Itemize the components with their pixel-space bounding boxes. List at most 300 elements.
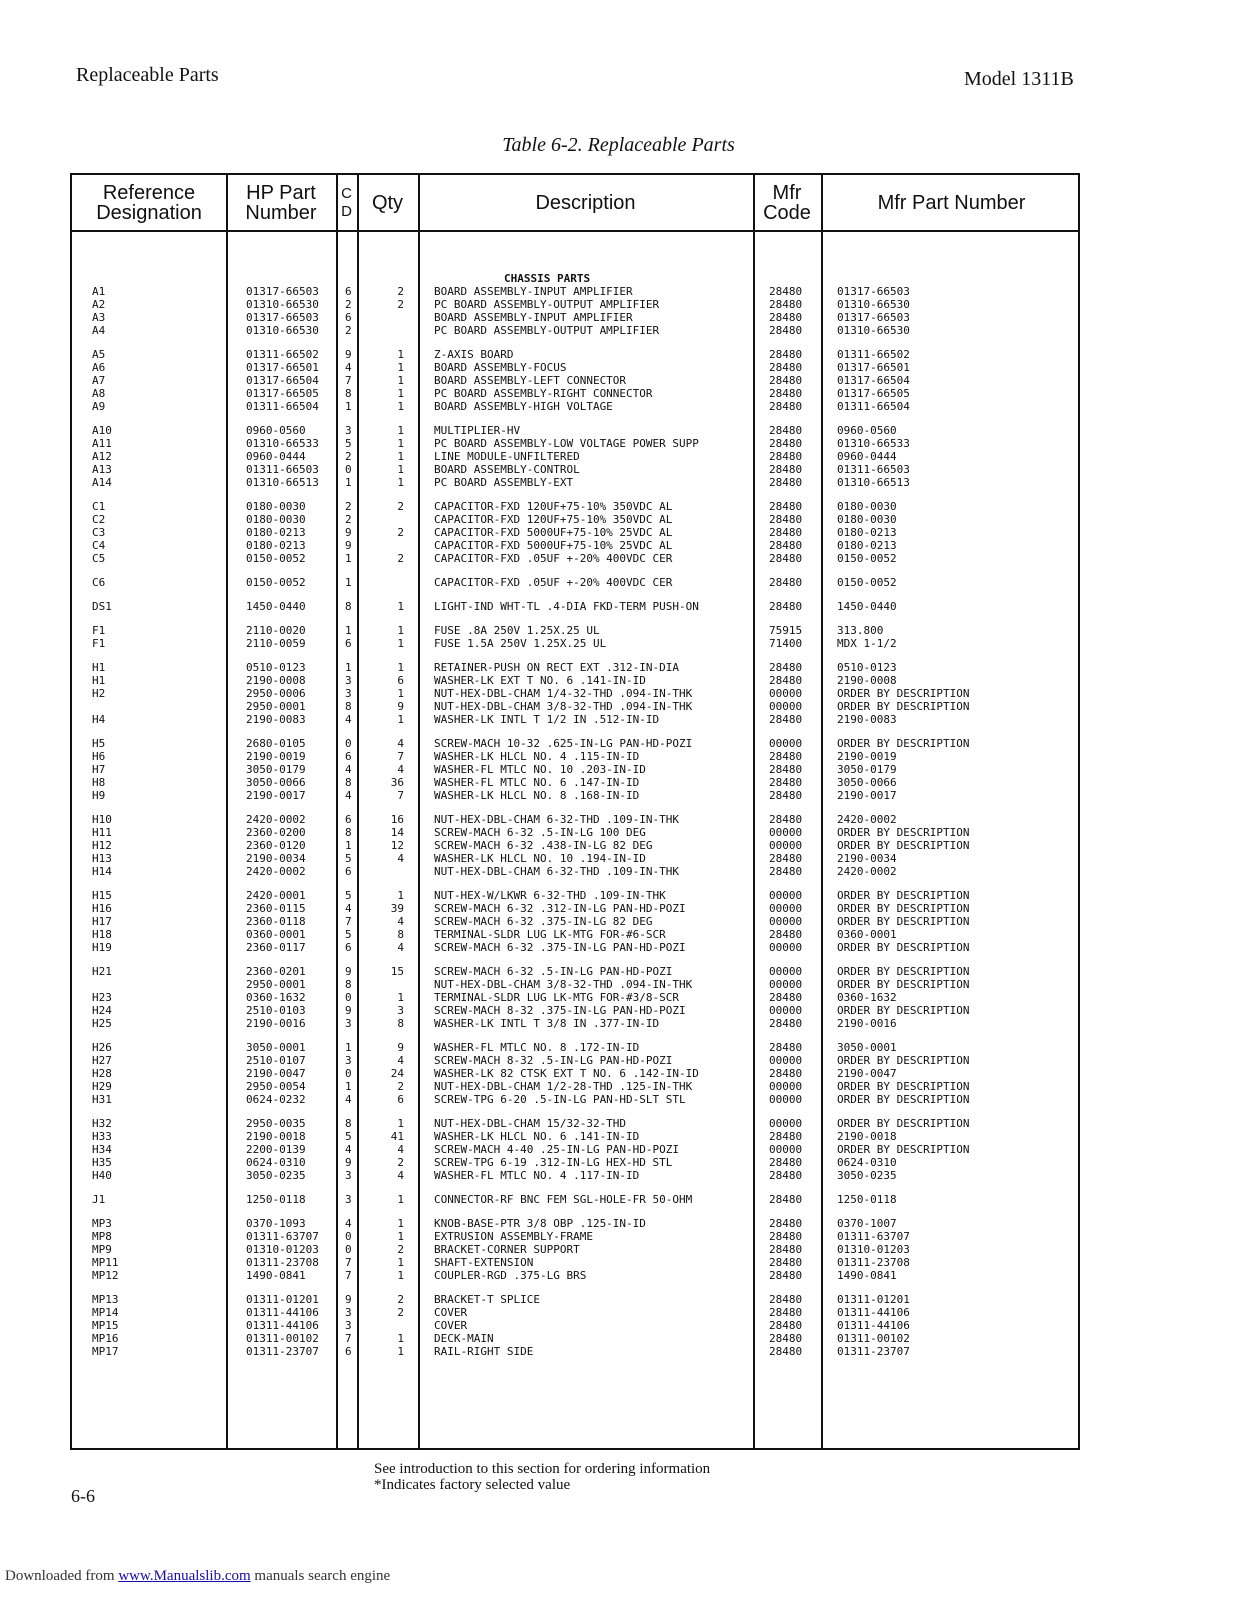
cell-hp-part-number: 2190-0047 [246, 1067, 306, 1080]
cell-cd-digit: 3 [345, 674, 352, 687]
table-row [72, 463, 1078, 476]
cell-mfr-part-number: 01310-01203 [837, 1243, 910, 1256]
cell-hp-part-number: 0360-1632 [246, 991, 306, 1004]
table-row [72, 928, 1078, 941]
cell-ref-designation: MP13 [92, 1293, 119, 1306]
cell-qty: 6 [397, 674, 404, 687]
cell-description: RETAINER-PUSH ON RECT EXT .312-IN-DIA [434, 661, 680, 674]
cell-ref-designation: H4 [92, 713, 106, 726]
table-row [72, 1269, 1078, 1282]
cell-ref-designation: H2 [92, 687, 106, 700]
cell-qty: 9 [397, 700, 404, 713]
running-header-left: Replaceable Parts [76, 64, 219, 86]
cell-cd-digit: 4 [345, 1143, 352, 1156]
cell-ref-designation: C1 [92, 500, 106, 513]
cell-mfr-code: 00000 [769, 1143, 803, 1156]
cell-mfr-code: 28480 [769, 1243, 803, 1256]
cell-mfr-code: 00000 [769, 687, 803, 700]
cell-mfr-code: 28480 [769, 1169, 803, 1182]
cell-description: BRACKET-T SPLICE [434, 1293, 540, 1306]
cell-ref-designation: H33 [92, 1130, 112, 1143]
cell-ref-designation: A13 [92, 463, 112, 476]
cell-hp-part-number: 2360-0117 [246, 941, 306, 954]
cell-mfr-part-number: 2190-0017 [837, 789, 897, 802]
cell-cd-digit: 2 [345, 450, 352, 463]
cell-ref-designation: H23 [92, 991, 112, 1004]
table-row [72, 687, 1078, 700]
cell-mfr-part-number: 0510-0123 [837, 661, 897, 674]
cell-qty: 4 [397, 852, 404, 865]
cell-mfr-code: 71400 [769, 637, 803, 650]
table-row [72, 965, 1078, 978]
cell-mfr-code: 28480 [769, 450, 803, 463]
cell-cd-digit: 1 [345, 1041, 352, 1054]
cell-qty: 1 [397, 463, 404, 476]
table-row [72, 941, 1078, 954]
cell-qty: 1 [397, 1230, 404, 1243]
cell-mfr-part-number: 1490-0841 [837, 1269, 897, 1282]
cell-description: NUT-HEX-DBL-CHAM 3/8-32-THD .094-IN-THK [434, 978, 693, 991]
table-row [72, 1193, 1078, 1206]
cell-mfr-part-number: 2190-0083 [837, 713, 897, 726]
cell-mfr-part-number: 0180-0213 [837, 539, 897, 552]
cell-qty: 2 [397, 526, 404, 539]
cell-cd-digit: 8 [345, 600, 352, 613]
table-row [72, 852, 1078, 865]
cell-description: SCREW-TPG 6-19 .312-IN-LG HEX-HD STL [434, 1156, 673, 1169]
cell-hp-part-number: 2950-0054 [246, 1080, 306, 1093]
table-row [72, 839, 1078, 852]
cell-description: NUT-HEX-DBL-CHAM 3/8-32-THD .094-IN-THK [434, 700, 693, 713]
cell-qty: 1 [397, 661, 404, 674]
cell-cd-digit: 6 [345, 285, 352, 298]
cell-cd-digit: 3 [345, 1017, 352, 1030]
cell-mfr-code: 28480 [769, 476, 803, 489]
cell-mfr-code: 28480 [769, 991, 803, 1004]
cell-qty: 1 [397, 437, 404, 450]
cell-hp-part-number: 2420-0001 [246, 889, 306, 902]
cell-cd-digit: 0 [345, 737, 352, 750]
cell-qty: 2 [397, 1243, 404, 1256]
cell-mfr-code: 00000 [769, 1080, 803, 1093]
cell-mfr-code: 00000 [769, 1004, 803, 1017]
cell-cd-digit: 7 [345, 1332, 352, 1345]
cell-cd-digit: 2 [345, 513, 352, 526]
cell-mfr-code: 28480 [769, 576, 803, 589]
cell-qty: 15 [390, 965, 404, 978]
cell-mfr-code: 28480 [769, 348, 803, 361]
table-row [72, 1243, 1078, 1256]
cell-qty: 1 [397, 889, 404, 902]
cell-mfr-part-number: 01311-66504 [837, 400, 910, 413]
cell-qty: 2 [397, 1293, 404, 1306]
cell-hp-part-number: 2110-0020 [246, 624, 306, 637]
cell-hp-part-number: 0180-0213 [246, 526, 306, 539]
cell-description: PC BOARD ASSEMBLY-RIGHT CONNECTOR [434, 387, 653, 400]
cell-ref-designation: MP12 [92, 1269, 119, 1282]
cell-description: CAPACITOR-FXD 5000UF+75-10% 25VDC AL [434, 539, 673, 552]
cell-mfr-part-number: ORDER BY DESCRIPTION [837, 941, 970, 954]
cell-mfr-code: 28480 [769, 374, 803, 387]
cell-cd-digit: 0 [345, 991, 352, 1004]
cell-hp-part-number: 0370-1093 [246, 1217, 306, 1230]
cell-mfr-part-number: ORDER BY DESCRIPTION [837, 687, 970, 700]
cell-cd-digit: 8 [345, 1117, 352, 1130]
cell-hp-part-number: 01317-66504 [246, 374, 319, 387]
cell-ref-designation: H14 [92, 865, 112, 878]
cell-ref-designation: A9 [92, 400, 106, 413]
cell-ref-designation: H31 [92, 1093, 112, 1106]
cell-ref-designation: H15 [92, 889, 112, 902]
cell-cd-digit: 8 [345, 978, 352, 991]
cell-mfr-part-number: 01311-44106 [837, 1306, 910, 1319]
cell-mfr-code: 00000 [769, 1117, 803, 1130]
cell-qty: 41 [390, 1130, 404, 1143]
table-row [72, 500, 1078, 513]
cell-ref-designation: MP16 [92, 1332, 119, 1345]
cell-qty: 1 [397, 387, 404, 400]
cell-cd-digit: 7 [345, 1269, 352, 1282]
table-row [72, 387, 1078, 400]
page-number: 6-6 [71, 1486, 95, 1506]
cell-cd-digit: 8 [345, 387, 352, 400]
cell-ref-designation: H28 [92, 1067, 112, 1080]
cell-qty: 9 [397, 1041, 404, 1054]
cell-mfr-part-number: 0360-0001 [837, 928, 897, 941]
cell-ref-designation: H9 [92, 789, 106, 802]
cell-mfr-part-number: 01311-01201 [837, 1293, 910, 1306]
cell-cd-digit: 6 [345, 865, 352, 878]
cell-mfr-part-number: 2190-0019 [837, 750, 897, 763]
cell-hp-part-number: 01311-44106 [246, 1306, 319, 1319]
cell-qty: 1 [397, 1193, 404, 1206]
cell-mfr-code: 28480 [769, 513, 803, 526]
cell-mfr-part-number: 01310-66530 [837, 298, 910, 311]
cell-description: BOARD ASSEMBLY-LEFT CONNECTOR [434, 374, 627, 387]
cell-mfr-part-number: ORDER BY DESCRIPTION [837, 1004, 970, 1017]
cell-hp-part-number: 1450-0440 [246, 600, 306, 613]
table-row [72, 552, 1078, 565]
table-row [72, 450, 1078, 463]
cell-cd-digit: 9 [345, 539, 352, 552]
cell-mfr-part-number: 0180-0030 [837, 513, 897, 526]
table-row [72, 978, 1078, 991]
cell-cd-digit: 5 [345, 852, 352, 865]
cell-mfr-code: 28480 [769, 1156, 803, 1169]
cell-mfr-code: 28480 [769, 1269, 803, 1282]
table-row [72, 1256, 1078, 1269]
cell-hp-part-number: 2510-0107 [246, 1054, 306, 1067]
cell-mfr-part-number: 3050-0066 [837, 776, 897, 789]
cell-mfr-part-number: 0150-0052 [837, 552, 897, 565]
cell-ref-designation: A14 [92, 476, 112, 489]
cell-qty: 4 [397, 737, 404, 750]
cell-hp-part-number: 1250-0118 [246, 1193, 306, 1206]
cell-hp-part-number: 2360-0200 [246, 826, 306, 839]
cell-cd-digit: 4 [345, 789, 352, 802]
cell-mfr-code: 28480 [769, 437, 803, 450]
cell-description: BOARD ASSEMBLY-CONTROL [434, 463, 580, 476]
cell-mfr-code: 00000 [769, 839, 803, 852]
cell-qty: 1 [397, 687, 404, 700]
cell-mfr-part-number: 01317-66501 [837, 361, 910, 374]
cell-hp-part-number: 01311-01201 [246, 1293, 319, 1306]
cell-qty: 12 [390, 839, 404, 852]
cell-mfr-code: 28480 [769, 1067, 803, 1080]
cell-ref-designation: H32 [92, 1117, 112, 1130]
cell-mfr-code: 00000 [769, 915, 803, 928]
cell-qty: 1 [397, 1345, 404, 1358]
cell-mfr-code: 28480 [769, 1332, 803, 1345]
cell-mfr-part-number: ORDER BY DESCRIPTION [837, 902, 970, 915]
cell-ref-designation: H26 [92, 1041, 112, 1054]
cell-qty: 8 [397, 928, 404, 941]
cell-ref-designation: C6 [92, 576, 106, 589]
column-header-hp-part: HP Part Number [245, 181, 317, 224]
cell-mfr-part-number: ORDER BY DESCRIPTION [837, 839, 970, 852]
cell-hp-part-number: 01311-44106 [246, 1319, 319, 1332]
cell-ref-designation: H5 [92, 737, 106, 750]
table-row [72, 526, 1078, 539]
cell-description: SCREW-MACH 8-32 .5-IN-LG PAN-HD-POZI [434, 1054, 673, 1067]
cell-description: PC BOARD ASSEMBLY-LOW VOLTAGE POWER SUPP [434, 437, 699, 450]
cell-mfr-part-number: 2190-0034 [837, 852, 897, 865]
cell-mfr-part-number: 2190-0016 [837, 1017, 897, 1030]
cell-cd-digit: 1 [345, 552, 352, 565]
cell-qty: 4 [397, 763, 404, 776]
cell-description: CONNECTOR-RF BNC FEM SGL-HOLE-FR 50-OHM [434, 1193, 693, 1206]
cell-description: SHAFT-EXTENSION [434, 1256, 534, 1269]
table-row [72, 776, 1078, 789]
cell-hp-part-number: 01311-00102 [246, 1332, 319, 1345]
cell-mfr-code: 28480 [769, 852, 803, 865]
cell-ref-designation: F1 [92, 624, 106, 637]
cell-hp-part-number: 01310-66513 [246, 476, 319, 489]
table-row [72, 1169, 1078, 1182]
cell-mfr-code: 28480 [769, 298, 803, 311]
cell-qty: 1 [397, 1269, 404, 1282]
cell-hp-part-number: 1490-0841 [246, 1269, 306, 1282]
cell-ref-designation: H40 [92, 1169, 112, 1182]
cell-ref-designation: F1 [92, 637, 106, 650]
cell-ref-designation: MP17 [92, 1345, 119, 1358]
cell-ref-designation: A4 [92, 324, 106, 337]
table-row [72, 889, 1078, 902]
cell-mfr-code: 28480 [769, 400, 803, 413]
cell-hp-part-number: 01311-66504 [246, 400, 319, 413]
cell-mfr-code: 00000 [769, 1054, 803, 1067]
cell-hp-part-number: 2200-0139 [246, 1143, 306, 1156]
cell-ref-designation: A10 [92, 424, 112, 437]
cell-ref-designation: DS1 [92, 600, 112, 613]
section-heading-row [72, 272, 1078, 285]
cell-cd-digit: 3 [345, 1306, 352, 1319]
cell-mfr-code: 28480 [769, 1293, 803, 1306]
cell-hp-part-number: 2190-0018 [246, 1130, 306, 1143]
table-row [72, 513, 1078, 526]
cell-hp-part-number: 3050-0179 [246, 763, 306, 776]
cell-hp-part-number: 2950-0006 [246, 687, 306, 700]
cell-ref-designation: H7 [92, 763, 106, 776]
cell-cd-digit: 7 [345, 915, 352, 928]
cell-qty: 4 [397, 1143, 404, 1156]
cell-cd-digit: 9 [345, 348, 352, 361]
cell-mfr-part-number: 3050-0179 [837, 763, 897, 776]
cell-ref-designation: H16 [92, 902, 112, 915]
cell-cd-digit: 3 [345, 1169, 352, 1182]
cell-qty: 1 [397, 624, 404, 637]
table-row [72, 1093, 1078, 1106]
table-row [72, 324, 1078, 337]
cell-ref-designation: C3 [92, 526, 106, 539]
cell-mfr-code: 28480 [769, 813, 803, 826]
cell-mfr-part-number: 01311-00102 [837, 1332, 910, 1345]
cell-mfr-code: 28480 [769, 750, 803, 763]
cell-mfr-code: 28480 [769, 789, 803, 802]
cell-mfr-part-number: 0180-0030 [837, 500, 897, 513]
cell-qty: 1 [397, 374, 404, 387]
cell-mfr-part-number: 0180-0213 [837, 526, 897, 539]
cell-mfr-part-number: ORDER BY DESCRIPTION [837, 915, 970, 928]
cell-description: LIGHT-IND WHT-TL .4-DIA FKD-TERM PUSH-ON [434, 600, 699, 613]
cell-description: CAPACITOR-FXD .05UF +-20% 400VDC CER [434, 552, 673, 565]
footnote-factory-selected: *Indicates factory selected value [374, 1477, 571, 1493]
cell-mfr-part-number: ORDER BY DESCRIPTION [837, 1143, 970, 1156]
cell-hp-part-number: 2360-0120 [246, 839, 306, 852]
cell-ref-designation: MP15 [92, 1319, 119, 1332]
cell-description: Z-AXIS BOARD [434, 348, 514, 361]
cell-mfr-part-number: ORDER BY DESCRIPTION [837, 1054, 970, 1067]
table-row [72, 1156, 1078, 1169]
table-row [72, 1293, 1078, 1306]
cell-mfr-code: 28480 [769, 387, 803, 400]
cell-hp-part-number: 01310-66530 [246, 324, 319, 337]
cell-description: BOARD ASSEMBLY-INPUT AMPLIFIER [434, 311, 633, 324]
cell-cd-digit: 2 [345, 500, 352, 513]
cell-mfr-part-number: 3050-0001 [837, 1041, 897, 1054]
cell-mfr-code: 28480 [769, 526, 803, 539]
table-row [72, 1054, 1078, 1067]
cell-cd-digit: 1 [345, 624, 352, 637]
table-row [72, 1306, 1078, 1319]
cell-hp-part-number: 0150-0052 [246, 552, 306, 565]
cell-hp-part-number: 2680-0105 [246, 737, 306, 750]
cell-hp-part-number: 2190-0019 [246, 750, 306, 763]
cell-hp-part-number: 2360-0118 [246, 915, 306, 928]
cell-mfr-part-number: 3050-0235 [837, 1169, 897, 1182]
table-row [72, 1332, 1078, 1345]
cell-hp-part-number: 0360-0001 [246, 928, 306, 941]
cell-qty: 1 [397, 400, 404, 413]
cell-description: SCREW-MACH 8-32 .375-IN-LG PAN-HD-POZI [434, 1004, 686, 1017]
cell-cd-digit: 6 [345, 637, 352, 650]
cell-mfr-part-number: 0370-1007 [837, 1217, 897, 1230]
cell-mfr-part-number: ORDER BY DESCRIPTION [837, 978, 970, 991]
cell-description: COVER [434, 1319, 468, 1332]
header-divider [72, 230, 1078, 232]
cell-hp-part-number: 0180-0030 [246, 500, 306, 513]
column-header-qty: Qty [371, 191, 404, 214]
cell-description: FUSE 1.5A 250V 1.25X.25 UL [434, 637, 607, 650]
table-row [72, 624, 1078, 637]
cell-ref-designation: H1 [92, 661, 106, 674]
cell-mfr-part-number: 01311-23708 [837, 1256, 910, 1269]
manualslib-link[interactable]: www.Manualslib.com [118, 1568, 251, 1584]
cell-hp-part-number: 0960-0560 [246, 424, 306, 437]
table-row [72, 1041, 1078, 1054]
table-row [72, 1067, 1078, 1080]
cell-ref-designation: MP3 [92, 1217, 112, 1230]
cell-hp-part-number: 01310-66530 [246, 298, 319, 311]
cell-ref-designation: H13 [92, 852, 112, 865]
cell-cd-digit: 3 [345, 1054, 352, 1067]
cell-mfr-code: 28480 [769, 285, 803, 298]
cell-cd-digit: 6 [345, 750, 352, 763]
cell-cd-digit: 2 [345, 324, 352, 337]
cell-ref-designation: H18 [92, 928, 112, 941]
cell-description: BRACKET-CORNER SUPPORT [434, 1243, 580, 1256]
cell-cd-digit: 8 [345, 826, 352, 839]
cell-qty: 4 [397, 915, 404, 928]
cell-ref-designation: A3 [92, 311, 106, 324]
table-row [72, 1080, 1078, 1093]
cell-mfr-code: 28480 [769, 1130, 803, 1143]
cell-cd-digit: 0 [345, 1243, 352, 1256]
cell-cd-digit: 3 [345, 424, 352, 437]
cell-ref-designation: MP14 [92, 1306, 119, 1319]
cell-ref-designation: A8 [92, 387, 106, 400]
cell-qty: 3 [397, 1004, 404, 1017]
cell-mfr-part-number: 2190-0008 [837, 674, 897, 687]
cell-description: SCREW-MACH 10-32 .625-IN-LG PAN-HD-POZI [434, 737, 693, 750]
table-row [72, 737, 1078, 750]
cell-mfr-code: 28480 [769, 311, 803, 324]
cell-ref-designation: C5 [92, 552, 106, 565]
cell-mfr-code: 28480 [769, 1306, 803, 1319]
cell-mfr-code: 28480 [769, 1193, 803, 1206]
table-row [72, 437, 1078, 450]
cell-qty: 1 [397, 1117, 404, 1130]
cell-mfr-code: 75915 [769, 624, 803, 637]
table-row [72, 576, 1078, 589]
cell-mfr-part-number: 0360-1632 [837, 991, 897, 1004]
cell-mfr-code: 28480 [769, 552, 803, 565]
cell-qty: 4 [397, 1054, 404, 1067]
cell-cd-digit: 0 [345, 1230, 352, 1243]
cell-cd-digit: 8 [345, 776, 352, 789]
cell-mfr-part-number: 0960-0560 [837, 424, 897, 437]
cell-cd-digit: 3 [345, 1193, 352, 1206]
table-row [72, 991, 1078, 1004]
cell-mfr-part-number: ORDER BY DESCRIPTION [837, 1117, 970, 1130]
cell-ref-designation: H27 [92, 1054, 112, 1067]
cell-cd-digit: 1 [345, 1080, 352, 1093]
cell-mfr-code: 28480 [769, 776, 803, 789]
cell-description: NUT-HEX-DBL-CHAM 1/2-28-THD .125-IN-THK [434, 1080, 693, 1093]
cell-cd-digit: 4 [345, 1093, 352, 1106]
table-row [72, 1345, 1078, 1358]
table-row [72, 1117, 1078, 1130]
footnote [374, 1461, 710, 1493]
cell-cd-digit: 6 [345, 311, 352, 324]
table-row [72, 1217, 1078, 1230]
cell-ref-designation: A2 [92, 298, 106, 311]
cell-hp-part-number: 01311-66503 [246, 463, 319, 476]
cell-cd-digit: 2 [345, 298, 352, 311]
column-header-cd: C D [341, 184, 352, 220]
cell-mfr-part-number: 01311-66503 [837, 463, 910, 476]
cell-mfr-code: 28480 [769, 865, 803, 878]
